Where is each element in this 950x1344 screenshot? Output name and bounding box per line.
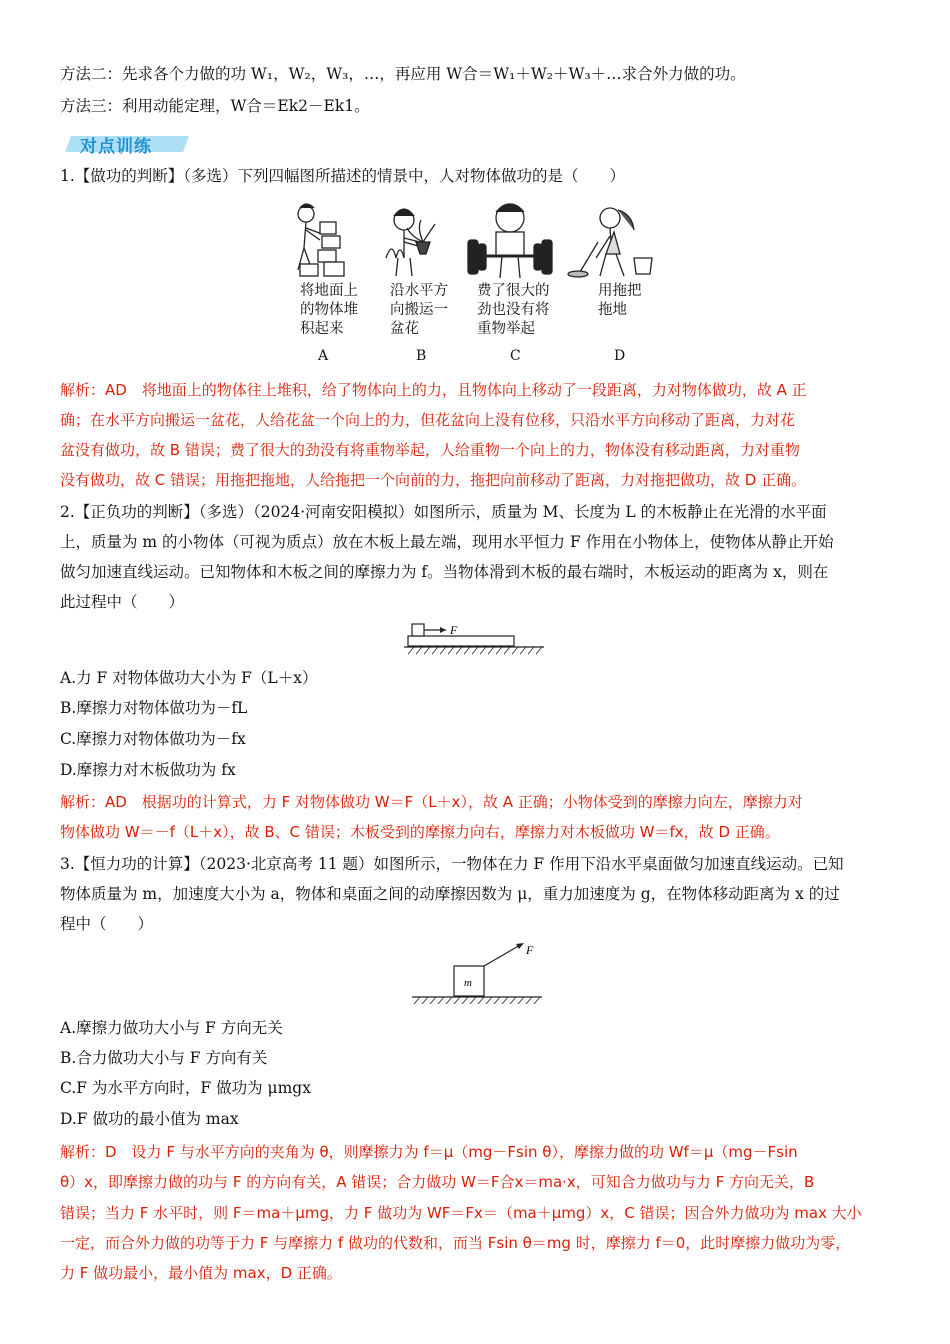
board: [408, 636, 514, 646]
q3-stem-line-3: 程中（ ）: [60, 915, 154, 933]
block: [412, 624, 424, 636]
q2-stem-line-3: 做匀加速直线运动。已知物体和木板之间的摩擦力为 f。当物体滑到木板的最右端时，木板运动的距离为 x，则在: [60, 563, 829, 581]
q2-option-d: D.摩擦力对木板做功为 fx: [60, 761, 236, 779]
q3-force-label: F: [526, 943, 534, 957]
q1-caption-b: 沿水平方 向搬运一 盆花: [390, 283, 448, 337]
q3-analysis-line-5: 力 F 做功最小，最小值为 max，D 正确。: [60, 1264, 342, 1282]
q1-caption-a: 将地面上 的物体堆 积起来: [300, 283, 358, 337]
q1-letter-a: A: [318, 348, 329, 364]
q2-option-b: B.摩擦力对物体做功为－fL: [60, 699, 248, 717]
q3-option-c: C.F 为水平方向时，F 做功为 μmgx: [60, 1079, 311, 1097]
q3-stem-line-2: 物体质量为 m，加速度大小为 a，物体和桌面之间的动摩擦因数为 μ，重力加速度为 g，在物体移动距离为 x 的过: [60, 885, 840, 903]
q2-option-a: A.力 F 对物体做功大小为 F（L＋x）: [60, 669, 318, 687]
q3-option-a: A.摩擦力做功大小与 F 方向无关: [60, 1019, 283, 1037]
q1-analysis-line-2: 确；在水平方向搬运一盆花，人给花盆一个向上的力，但花盆向上没有位移，只沿水平方向移动了距离，力对花: [60, 411, 796, 429]
q1-stem: 1.【做功的判断】（多选）下列四幅图所描述的情景中，人对物体做功的是（ ）: [60, 167, 626, 185]
q3-force-arrow: [484, 944, 522, 966]
q2-figure-board-block: [404, 618, 546, 656]
q1-letter-b: B: [416, 348, 427, 364]
q2-stem-line-1: 2.【正负功的判断】（多选）（2024·河南安阳模拟）如图所示，质量为 M、长度为 L 的木板静止在光滑的水平面: [60, 503, 827, 521]
q1-analysis-line-4: 没有做功，故 C 错误；用拖把拖地，人给拖把一个向前的力，拖把向前移动了距离，力对拖把做功，故 D 正确。: [60, 471, 807, 489]
q3-stem-line-1: 3.【恒力功的计算】（2023·北京高考 11 题）如图所示，一物体在力 F 作用下沿水平桌面做匀加速直线运动。已知: [60, 855, 844, 873]
q2-force-label: F: [450, 623, 458, 637]
q3-option-b: B.合力做功大小与 F 方向有关: [60, 1049, 268, 1067]
illustration-a-person-stacking: [298, 204, 344, 276]
q3-option-d: D.F 做功的最小值为 max: [60, 1110, 239, 1128]
section-heading: [62, 130, 186, 156]
q1-letter-c: C: [510, 348, 521, 364]
illustration-c-weightlifter: [468, 204, 552, 278]
q1-letter-d: D: [614, 348, 626, 364]
q3-analysis-line-3: 错误；当力 F 水平时，则 F＝ma＋μmg，力 F 做功为 WF＝Fx＝（ma＋μmg）x，C 错误；因合外力做功为 max 大小: [60, 1204, 862, 1222]
q1-analysis-line-1: 解析：AD 将地面上的物体往上堆积，给了物体向上的力，且物体向上移动了一段距离，力对物体做功，故 A 正: [60, 381, 807, 399]
q3-analysis-line-2: θ）x，即摩擦力做的功与 F 的方向有关，A 错误；合力做功 W＝F合x＝ma·x，可知合力做功与力 F 方向无关，B: [60, 1173, 815, 1191]
q3-analysis-line-4: 一定，而合外力做的功等于力 F 与摩擦力 f 做功的代数和，而当 Fsin θ＝mg 时，摩擦力 f＝0，此时摩擦力做功为零，: [60, 1234, 851, 1252]
illustration-d-mopping: [568, 208, 652, 277]
method-three-text: 方法三：利用动能定理，W合＝Ek2－Ek1。: [60, 97, 370, 115]
illustration-b-carrying-plant: [386, 209, 435, 276]
q2-option-c: C.摩擦力对物体做功为－fx: [60, 730, 246, 748]
q3-analysis-line-1: 解析：D 设力 F 与水平方向的夹角为 θ，则摩擦力为 f＝μ（mg－Fsin θ），摩擦力做的功 Wf＝μ（mg－Fsin: [60, 1143, 798, 1161]
q1-illustrations: [280, 198, 660, 280]
q2-analysis-line-2: 物体做功 W＝－f（L＋x），故 B、C 错误；木板受到的摩擦力向右，摩擦力对木板做功 W＝fx，故 D 正确。: [60, 823, 780, 841]
q1-caption-c: 费了很大的 劲也没有将 重物举起: [477, 283, 550, 337]
section-title: 对点训练: [80, 137, 152, 157]
method-two-text: 方法二：先求各个力做的功 W₁，W₂，W₃，…，再应用 W合＝W₁＋W₂＋W₃＋…求合外力做的功。: [60, 65, 746, 83]
q1-caption-d: 用拖把 拖地: [598, 283, 642, 318]
q3-mass-label: m: [464, 977, 472, 989]
q1-analysis-line-3: 盆没有做功，故 B 错误；费了很大的劲没有将重物举起，人给重物一个向上的力，物体没有移动距离，力对重物: [60, 441, 800, 459]
q2-analysis-line-1: 解析：AD 根据功的计算式，力 F 对物体做功 W＝F（L＋x），故 A 正确；小物体受到的摩擦力向左，摩擦力对: [60, 793, 803, 811]
q2-stem-line-2: 上，质量为 m 的小物体（可视为质点）放在木板上最左端，现用水平恒力 F 作用在小物体上，使物体从静止开始: [60, 533, 834, 551]
q2-stem-line-4: 此过程中（ ）: [60, 593, 185, 611]
q3-figure-block-force: [410, 936, 546, 1008]
